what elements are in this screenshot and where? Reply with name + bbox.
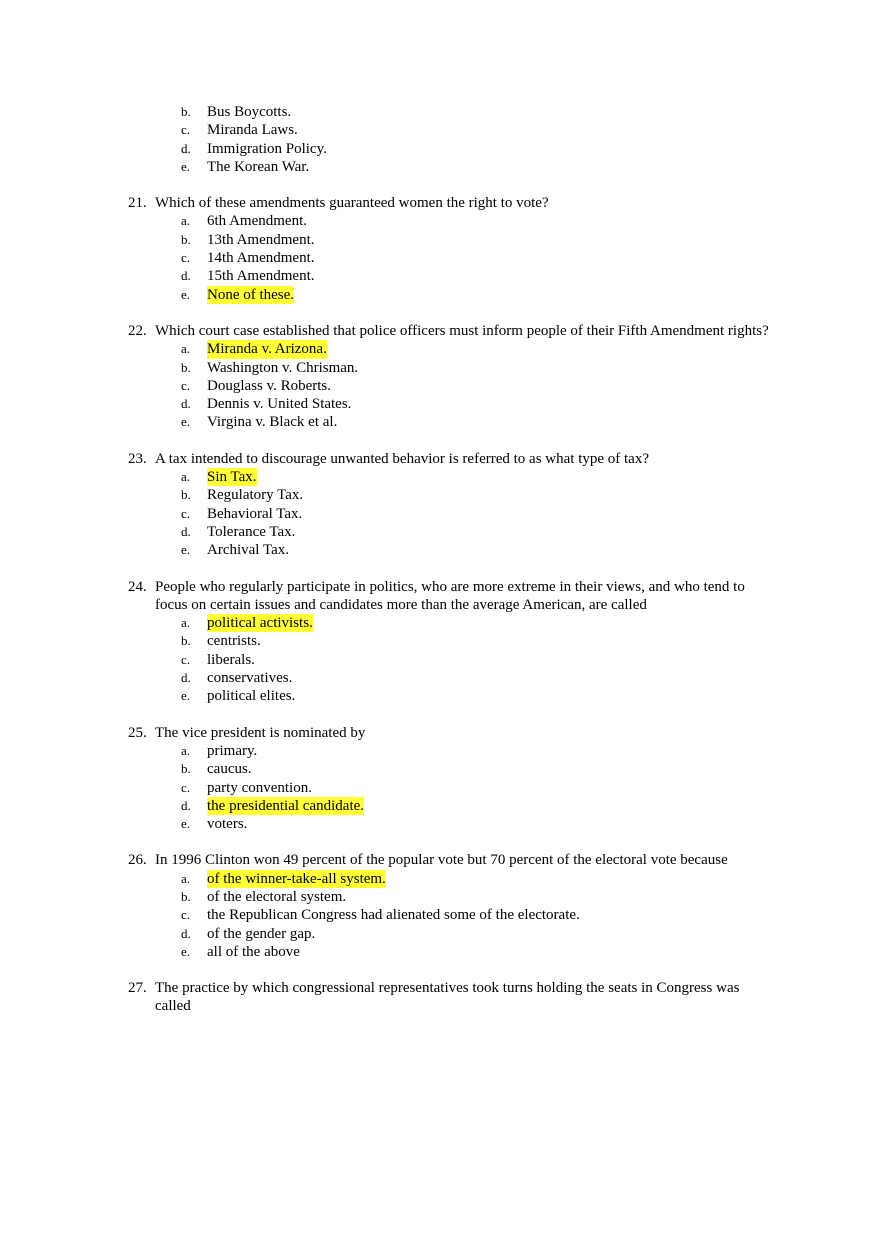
question-block: [0, 450, 880, 560]
option-letter: e.: [181, 414, 191, 430]
answer-option: [0, 121, 880, 139]
question-number: 24.: [128, 578, 147, 595]
answer-option: [0, 286, 880, 304]
answer-option: [0, 632, 880, 650]
option-letter: c.: [181, 377, 191, 393]
option-letter: e.: [181, 542, 191, 558]
answer-options: [0, 340, 880, 431]
option-text: 13th Amendment.: [207, 231, 315, 248]
option-text: Behavioral Tax.: [207, 505, 303, 522]
answer-options: [0, 870, 880, 961]
question-text: The practice by which congressional representatives took turns holding the seats in Congress was called: [155, 980, 740, 1015]
answer-option: [0, 395, 880, 413]
option-letter: d.: [181, 268, 191, 284]
document-page: [0, 103, 880, 1034]
option-letter: a.: [181, 213, 191, 229]
option-text: Immigration Policy.: [207, 140, 327, 157]
option-letter: b.: [181, 633, 191, 649]
answer-option: [0, 888, 880, 906]
option-letter: a.: [181, 615, 191, 631]
answer-option: [0, 140, 880, 158]
answer-option: [0, 815, 880, 833]
option-letter: e.: [181, 943, 191, 959]
question-block: [0, 322, 880, 432]
answer-option: [0, 103, 880, 121]
question-number: 22.: [128, 322, 147, 339]
question-text: In 1996 Clinton won 49 percent of the popular vote but 70 percent of the electoral vote because: [155, 852, 728, 869]
answer-option: [0, 943, 880, 961]
option-text: Virgina v. Black et al.: [207, 414, 338, 431]
question-block: [0, 103, 880, 176]
option-letter: b.: [181, 231, 191, 247]
option-letter: e.: [181, 816, 191, 832]
question-text: Which court case established that police officers must inform people of their Fifth Amendment rights?: [155, 322, 769, 339]
option-letter: b.: [181, 888, 191, 904]
option-letter: c.: [181, 651, 191, 667]
question-number: 27.: [128, 980, 147, 997]
option-text: 6th Amendment.: [207, 213, 307, 230]
answer-option: [0, 505, 880, 523]
option-letter: e.: [181, 158, 191, 174]
answer-option: [0, 870, 880, 888]
option-text: centrists.: [207, 633, 261, 650]
question-number: 26.: [128, 852, 147, 869]
option-letter: b.: [181, 487, 191, 503]
option-letter: b.: [181, 761, 191, 777]
option-letter: a.: [181, 469, 191, 485]
question-block: [0, 194, 880, 304]
answer-option: [0, 523, 880, 541]
option-letter: c.: [181, 907, 191, 923]
answer-option: [0, 359, 880, 377]
option-text-highlighted-answer: Miranda v. Arizona.: [207, 341, 327, 358]
question-text: People who regularly participate in politics, who are more extreme in their views, and who tend to focus on certain issues and candidates more than the average American, are called: [155, 578, 745, 613]
question-text: A tax intended to discourage unwanted behavior is referred to as what type of tax?: [155, 450, 649, 467]
question-number: 21.: [128, 195, 147, 212]
answer-option: [0, 468, 880, 486]
answer-option: [0, 212, 880, 230]
answer-option: [0, 925, 880, 943]
answer-option: [0, 249, 880, 267]
option-text: primary.: [207, 742, 258, 759]
option-letter: d.: [181, 670, 191, 686]
option-text: of the electoral system.: [207, 888, 347, 905]
option-letter: d.: [181, 925, 191, 941]
option-letter: c.: [181, 779, 191, 795]
option-letter: e.: [181, 688, 191, 704]
answer-option: [0, 231, 880, 249]
option-text: liberals.: [207, 651, 255, 668]
answer-option: [0, 760, 880, 778]
option-letter: b.: [181, 104, 191, 119]
option-text: caucus.: [207, 761, 252, 778]
option-letter: d.: [181, 797, 191, 813]
option-text: Archival Tax.: [207, 542, 289, 559]
option-text-highlighted-answer: of the winner-take-all system.: [207, 870, 386, 887]
answer-options: [0, 742, 880, 833]
answer-option: [0, 687, 880, 705]
option-text: The Korean War.: [207, 158, 310, 175]
answer-option: [0, 669, 880, 687]
option-text: Douglass v. Roberts.: [207, 377, 332, 394]
answer-option: [0, 486, 880, 504]
option-letter: a.: [181, 870, 191, 886]
answer-option: [0, 651, 880, 669]
option-text: the Republican Congress had alienated some of the electorate.: [207, 907, 580, 924]
question-block: [0, 578, 880, 706]
option-text: political elites.: [207, 688, 296, 705]
answer-options: [0, 103, 880, 176]
answer-option: [0, 906, 880, 924]
option-text: Miranda Laws.: [207, 122, 298, 139]
question-text: The vice president is nominated by: [155, 724, 366, 741]
answer-options: [0, 212, 880, 303]
answer-option: [0, 779, 880, 797]
option-text: of the gender gap.: [207, 925, 316, 942]
option-letter: c.: [181, 505, 191, 521]
option-text: 14th Amendment.: [207, 250, 315, 267]
answer-option: [0, 413, 880, 431]
answer-option: [0, 614, 880, 632]
option-text: Dennis v. United States.: [207, 396, 352, 413]
option-text-highlighted-answer: None of these.: [207, 286, 295, 303]
option-letter: c.: [181, 122, 191, 138]
question-number: 23.: [128, 450, 147, 467]
answer-options: [0, 614, 880, 705]
option-text: party convention.: [207, 779, 312, 796]
answer-option: [0, 267, 880, 285]
answer-option: [0, 797, 880, 815]
question-block: [0, 979, 880, 1016]
answer-option: [0, 742, 880, 760]
answer-option: [0, 340, 880, 358]
option-letter: d.: [181, 396, 191, 412]
option-letter: d.: [181, 140, 191, 156]
option-text: Washington v. Chrisman.: [207, 359, 359, 376]
question-number: 25.: [128, 724, 147, 741]
option-text: 15th Amendment.: [207, 268, 315, 285]
option-letter: a.: [181, 341, 191, 357]
answer-option: [0, 541, 880, 559]
answer-option: [0, 377, 880, 395]
option-text-highlighted-answer: the presidential candidate.: [207, 797, 365, 814]
option-text-highlighted-answer: Sin Tax.: [207, 469, 257, 486]
option-text: Regulatory Tax.: [207, 487, 304, 504]
option-letter: c.: [181, 250, 191, 266]
question-block: [0, 851, 880, 961]
option-text: conservatives.: [207, 670, 293, 687]
question-block: [0, 724, 880, 834]
question-text: Which of these amendments guaranteed women the right to vote?: [155, 195, 549, 212]
option-letter: b.: [181, 359, 191, 375]
option-letter: a.: [181, 742, 191, 758]
option-letter: d.: [181, 523, 191, 539]
option-text: voters.: [207, 816, 248, 833]
option-text: Bus Boycotts.: [207, 104, 292, 120]
option-text: all of the above: [207, 943, 300, 960]
answer-option: [0, 158, 880, 176]
option-letter: e.: [181, 286, 191, 302]
answer-options: [0, 468, 880, 559]
option-text: Tolerance Tax.: [207, 523, 296, 540]
option-text-highlighted-answer: political activists.: [207, 615, 313, 632]
